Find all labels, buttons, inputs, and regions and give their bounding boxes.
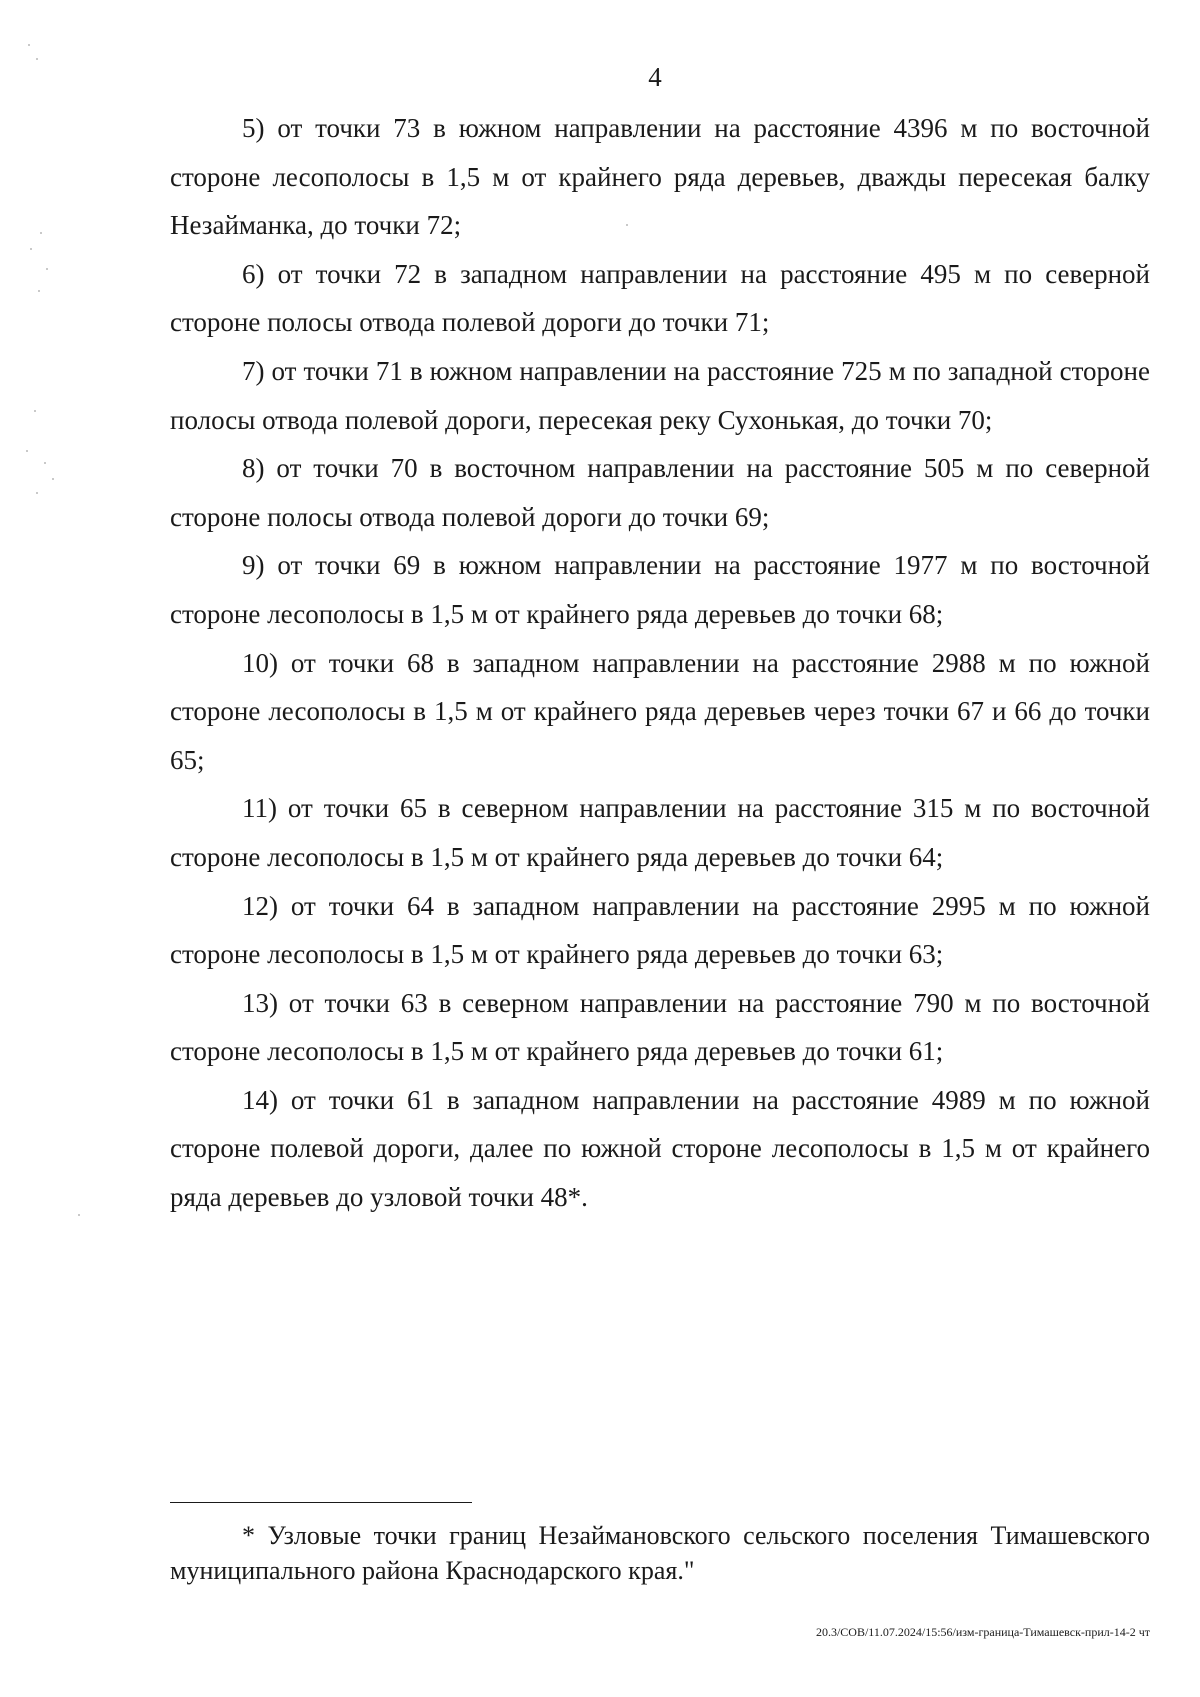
scan-speck [40,232,42,234]
footnote: * Узловые точки границ Незаймановского сельского поселения Тимашевского муниципального района Краснодарского края." [170,1521,1150,1585]
scan-speck [36,492,38,494]
scan-speck [52,478,54,480]
scan-speck [626,224,628,226]
paragraph-10: 10) от точки 68 в западном направлении на расстояние 2988 м по южной стороне лесополосы в 1,5 м от крайнего ряда деревьев через точки 67 и 66 до точки 65; [170,647,1150,775]
scan-speck [34,410,36,412]
scan-speck [26,450,28,452]
page-number: 4 [648,62,662,92]
paragraph-7: 7) от точки 71 в южном направлении на расстояние 725 м по западной стороне полосы отвода полевой дороги, пересекая реку Сухонькая, до точки 70; [170,355,1150,435]
paragraph-8: 8) от точки 70 в восточном направлении на расстояние 505 м по северной стороне полосы отвода полевой дороги до точки 69; [170,453,1150,532]
paragraph-12: 12) от точки 64 в западном направлении на расстояние 2995 м по южной стороне лесополосы в 1,5 м от крайнего ряда деревьев до точки 63; [170,890,1150,970]
paragraph-5: 5) от точки 73 в южном направлении на расстояние 4396 м по восточной стороне лесополосы в 1,5 м от крайнего ряда деревьев, дважды пересекая балку Незайманка, до точки 72; [170,113,1150,241]
paragraph-13: 13) от точки 63 в северном направлении на расстояние 790 м по восточной стороне лесополосы в 1,5 м от крайнего ряда деревьев до точки 61; [170,987,1150,1067]
document-code: 20.3/СОВ/11.07.2024/15:56/изм-граница-Тимашевск-прил-14-2 чт [815,1625,1150,1639]
scan-speck [78,1214,80,1216]
scan-speck [28,44,30,46]
paragraph-11: 11) от точки 65 в северном направлении на расстояние 315 м по восточной стороне лесополосы в 1,5 м от крайнего ряда деревьев до точки 64; [170,793,1150,872]
paragraph-14: 14) от точки 61 в западном направлении на расстояние 4989 м по южной стороне полевой дороги, далее по южной стороне лесополосы в 1,5 м от крайнего ряда деревьев до узловой точки 48*. [170,1084,1150,1213]
scan-speck [44,462,46,464]
scan-speck [30,248,32,250]
footnote-separator [170,1502,472,1503]
scan-speck [36,58,38,60]
boundary-description [170,104,1150,1222]
scan-speck [38,290,40,292]
paragraph-9: 9) от точки 69 в южном направлении на расстояние 1977 м по восточной стороне лесополосы в 1,5 м от крайнего ряда деревьев до точки 68; [170,550,1150,629]
scan-speck [46,268,48,270]
paragraph-6: 6) от точки 72 в западном направлении на расстояние 495 м по северной стороне полосы отвода полевой дороги до точки 71; [170,258,1150,338]
